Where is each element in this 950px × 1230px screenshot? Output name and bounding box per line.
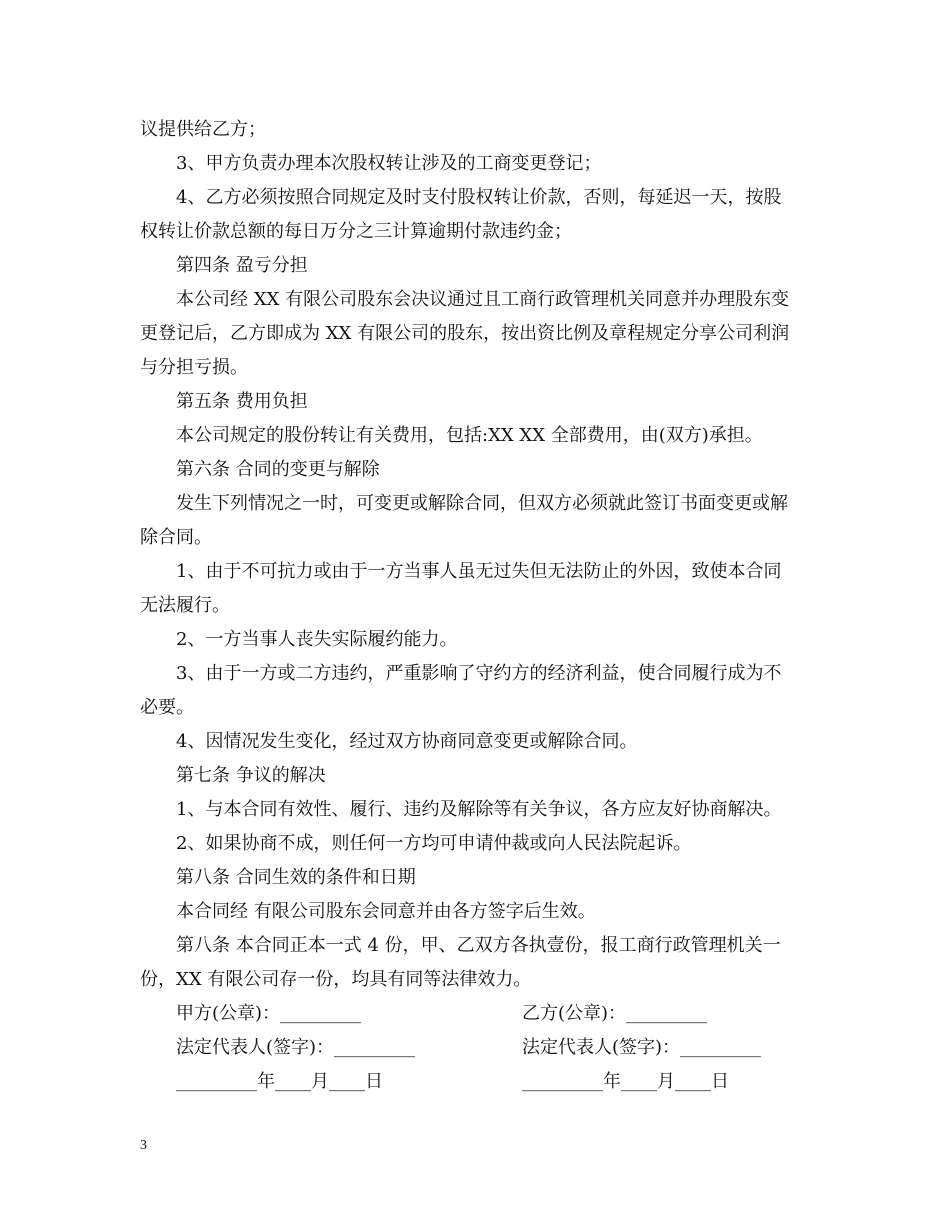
party-b-representative: 法定代表人(签字)：_________	[522, 1037, 762, 1058]
text-line: 发生下列情况之一时，可变更或解除合同，但双方必须就此签订书面变更或解	[176, 493, 788, 514]
text-line: 第五条 费用负担	[176, 391, 308, 412]
text-line: 3、由于一方或二方违约，严重影响了守约方的经济利益，使合同履行成为不	[176, 663, 782, 684]
text-line: 无法履行。	[140, 595, 230, 616]
document-body	[140, 113, 810, 1099]
party-a-representative: 法定代表人(签字)：_________	[176, 1037, 416, 1058]
paragraph-lines	[140, 113, 810, 997]
party-b-date: _________年____月____日	[522, 1071, 729, 1092]
text-line: 2、如果协商不成，则任何一方均可申请仲裁或向人民法院起诉。	[176, 833, 692, 854]
text-line: 议提供给乙方；	[140, 119, 266, 140]
text-line: 第六条 合同的变更与解除	[176, 459, 380, 480]
text-line: 4、因情况发生变化，经过双方协商同意变更或解除合同。	[176, 731, 638, 752]
text-line: 第八条 合同生效的条件和日期	[176, 867, 416, 888]
text-line: 第七条 争议的解决	[176, 765, 326, 786]
text-line: 份，XX 有限公司存一份，均具有同等法律效力。	[140, 969, 532, 990]
signature-row-seal	[140, 997, 810, 1031]
text-line: 本合同经 有限公司股东会同意并由各方签字后生效。	[176, 901, 596, 922]
text-line: 3、甲方负责办理本次股权转让涉及的工商变更登记；	[176, 153, 602, 174]
text-line: 权转让价款总额的每日万分之三计算逾期付款违约金；	[140, 221, 572, 242]
text-line: 必要。	[140, 697, 194, 718]
text-line: 第八条 本合同正本一式 4 份，甲、乙双方各执壹份，报工商行政管理机关一	[176, 935, 781, 956]
text-line: 第四条 盈亏分担	[176, 255, 308, 276]
text-line: 更登记后，乙方即成为 XX 有限公司的股东，按出资比例及章程规定分享公司利润	[140, 323, 790, 344]
signature-row-date	[140, 1065, 810, 1099]
text-line: 与分担亏损。	[140, 357, 248, 378]
signature-row-rep	[140, 1031, 810, 1065]
text-line: 本公司规定的股份转让有关费用，包括:XX XX 全部费用，由(双方)承担。	[176, 425, 763, 446]
party-a-date: _________年____月____日	[176, 1071, 383, 1092]
text-line: 4、乙方必须按照合同规定及时支付股权转让价款，否则，每延迟一天，按股	[176, 187, 782, 208]
text-line: 2、一方当事人丧失实际履约能力。	[176, 629, 458, 650]
page-number: 3	[140, 1138, 147, 1153]
party-a-seal: 甲方(公章)：_________	[176, 1003, 362, 1024]
party-b-seal: 乙方(公章)：_________	[522, 1003, 708, 1024]
text-line: 1、与本合同有效性、履行、违约及解除等有关争议，各方应友好协商解决。	[176, 799, 782, 820]
text-line: 本公司经 XX 有限公司股东会决议通过且工商行政管理机关同意并办理股东变	[176, 289, 790, 310]
text-line: 除合同。	[140, 527, 212, 548]
text-line: 1、由于不可抗力或由于一方当事人虽无过失但无法防止的外因，致使本合同	[176, 561, 782, 582]
